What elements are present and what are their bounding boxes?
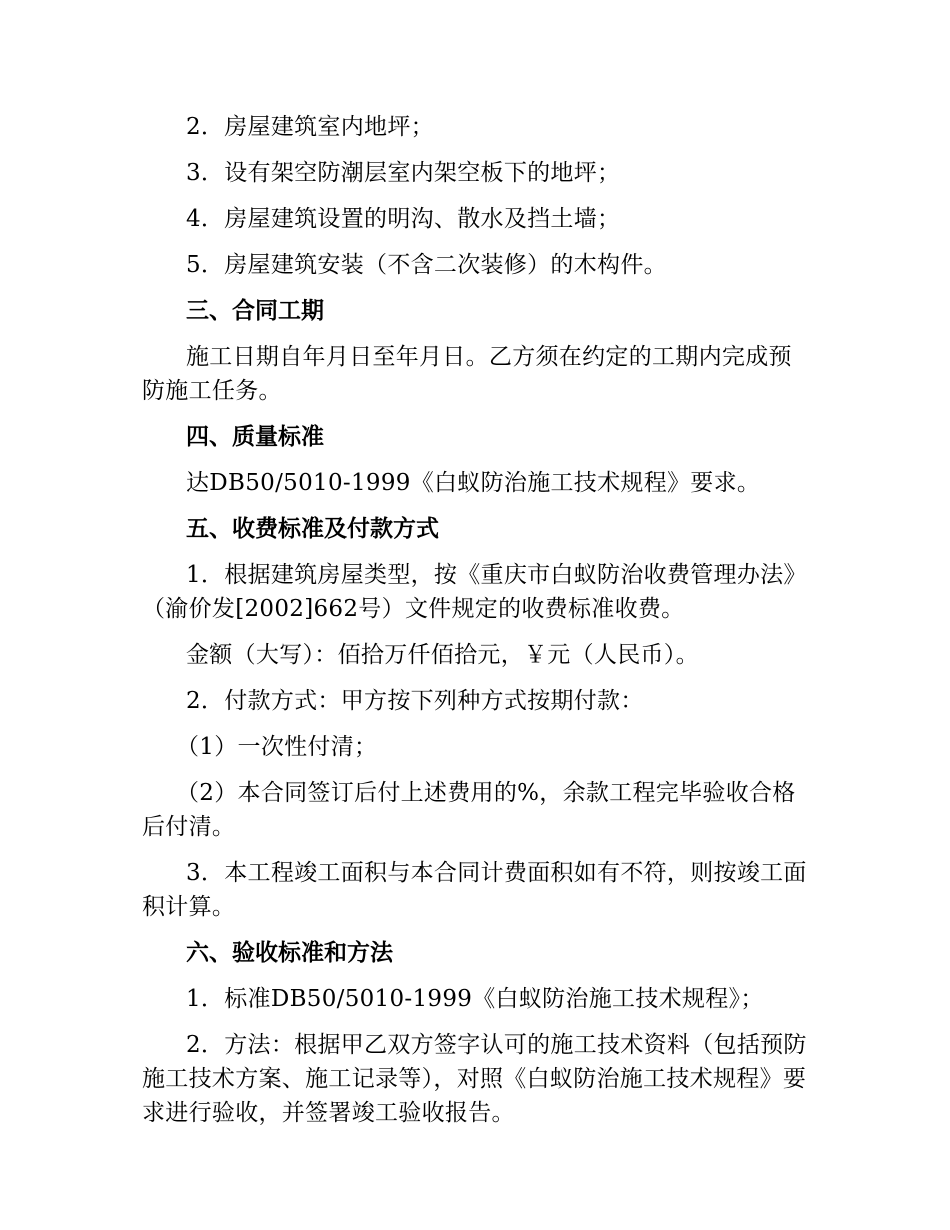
paragraph-contract-period: 施工日期自年月日至年月日。乙方须在约定的工期内完成预防施工任务。 — [142, 344, 792, 404]
paragraph-acceptance-method: 2．方法：根据甲乙双方签字认可的施工技术资料（包括预防施工技术方案、施工记录等），对照《白蚁防治施工技术规程》要求进行验收，并签署竣工验收报告。 — [142, 1032, 807, 1126]
paragraph-amount: 金额（大写）：佰拾万仟佰拾元，￥元（人民币）。 — [186, 642, 699, 668]
paragraph-payment-method: 2．付款方式：甲方按下列种方式按期付款： — [186, 688, 644, 714]
paragraph-quality-standard: 达DB50/5010-1999《白蚁防治施工技术规程》要求。 — [186, 470, 761, 496]
list-item: 5．房屋建筑安装（不含二次装修）的木构件。 — [186, 252, 667, 278]
payment-option-1: （1）一次性付清； — [176, 734, 378, 760]
paragraph-fee-standard: 1．根据建筑房屋类型，按《重庆市白蚁防治收费管理办法》（渝价发[2002]662号）文件规定的收费标准收费。 — [142, 562, 807, 622]
document-body — [142, 110, 812, 1130]
section-heading-fees-payment: 五、收费标准及付款方式 — [186, 516, 439, 542]
list-item: 3．设有架空防潮层室内架空板下的地坪； — [186, 160, 621, 186]
paragraph-acceptance-standard: 1．标准DB50/5010-1999《白蚁防治施工技术规程》； — [186, 986, 764, 1012]
section-heading-acceptance: 六、验收标准和方法 — [186, 940, 393, 966]
section-heading-quality-standard: 四、质量标准 — [186, 424, 324, 450]
section-heading-contract-period: 三、合同工期 — [186, 298, 324, 324]
list-item: 2．房屋建筑室内地坪； — [186, 114, 434, 140]
list-item: 4．房屋建筑设置的明沟、散水及挡土墙； — [186, 206, 621, 232]
paragraph-area-calculation: 3．本工程竣工面积与本合同计费面积如有不符，则按竣工面积计算。 — [142, 860, 807, 920]
payment-option-2: （2）本合同签订后付上述费用的%，余款工程完毕验收合格后付清。 — [142, 780, 796, 840]
